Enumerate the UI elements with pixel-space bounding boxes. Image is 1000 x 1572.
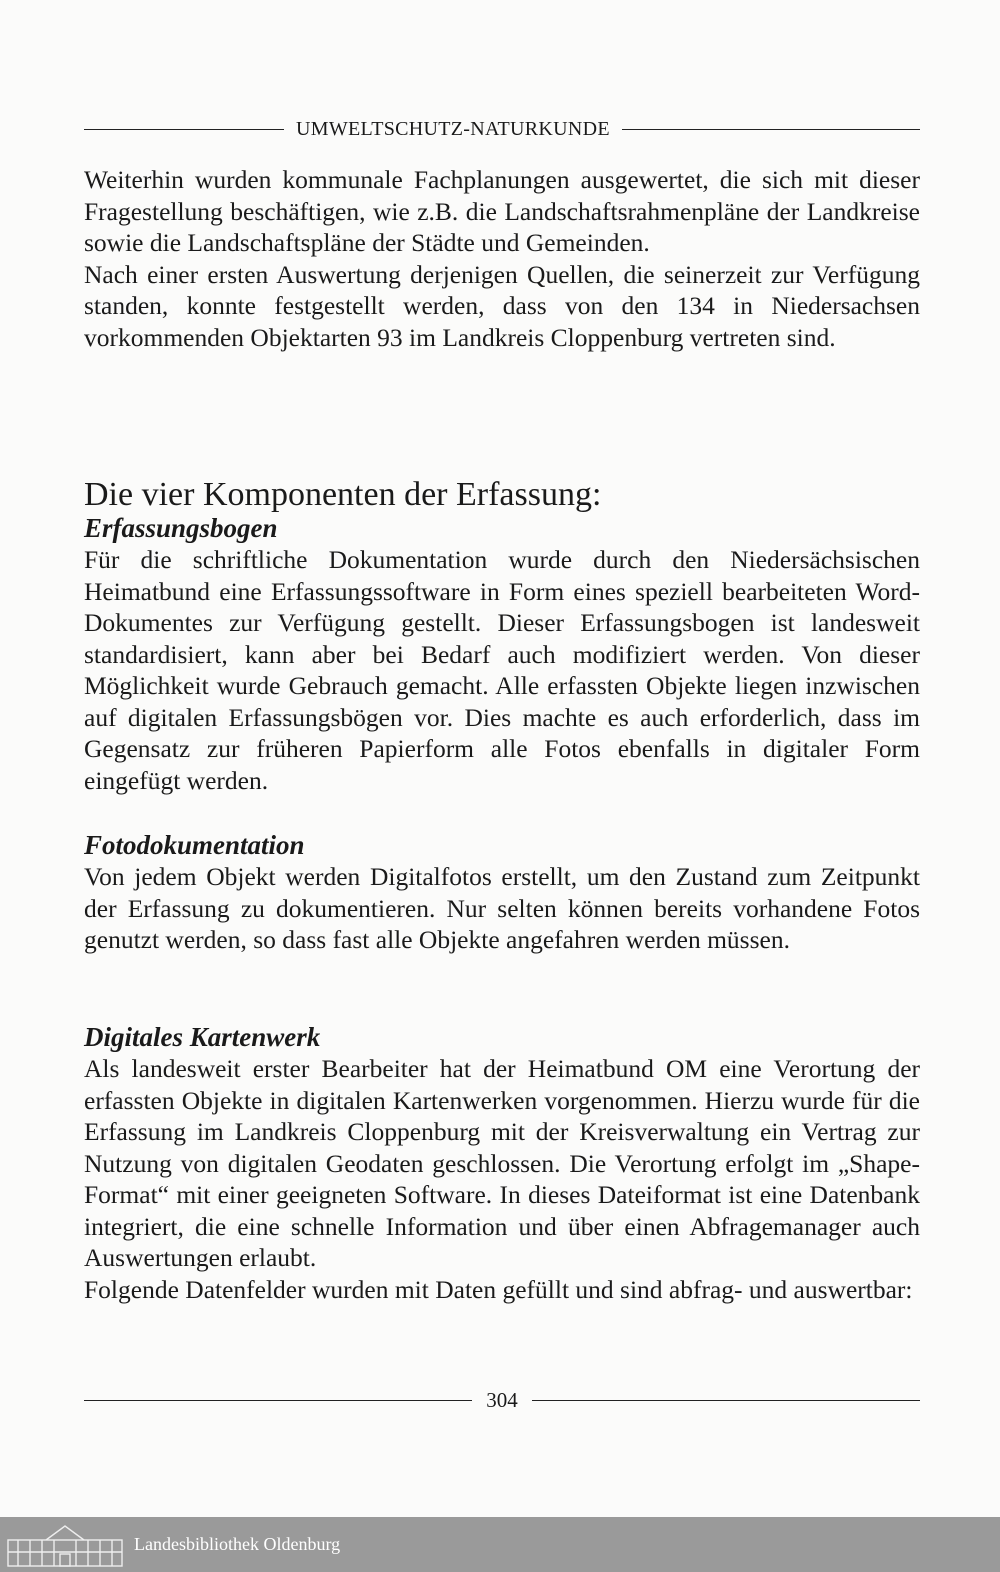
library-building-icon	[6, 1522, 124, 1568]
paragraph: Für die schriftliche Dokumentation wurde durch den Niedersächsischen Heimatbund eine Erfassungssoftware in Form eines speziell bearbeiteten Word-Dokumentes zur Verfügung gestellt. Dieser Erfassungsbogen ist landesweit standardisiert, kann aber bei Bedarf auch modifiziert werden. Von dieser Möglichkeit wurde Gebrauch gemacht. Alle erfassten Objekte liegen inzwischen auf digitalen Erfassungsbögen vor. Dies machte es auch erforderlich, dass im Gegensatz zur früheren Papierform alle Fotos ebenfalls in digitaler Form eingefügt werden.	[84, 545, 920, 795]
page-footer	[84, 1385, 920, 1415]
page-number: 304	[486, 1387, 518, 1412]
section-text	[84, 1053, 920, 1305]
section-erfassungsbogen	[84, 512, 920, 796]
section-fotodokumentation	[84, 829, 920, 956]
running-title: UMWELTSCHUTZ-NATURKUNDE	[296, 117, 610, 140]
subhead-digitales-kartenwerk: Digitales Kartenwerk	[84, 1022, 321, 1052]
intro-paragraph-1: Weiterhin wurden kommunale Fachplanungen ausgewertet, die sich mit dieser Fragestellung beschäftigen, wie z.B. die Landschaftsrahmenpläne der Landkreise sowie die Landschaftspläne der Städte und Gemeinden.	[84, 165, 920, 257]
header-rule-right	[622, 129, 920, 130]
library-bar	[0, 1517, 1000, 1572]
footer-rule-right	[532, 1400, 920, 1401]
subhead-fotodokumentation: Fotodokumentation	[84, 830, 305, 860]
header-rule-left	[84, 129, 284, 130]
section-text	[84, 544, 920, 796]
footer-rule-left	[84, 1400, 472, 1401]
paragraph: Von jedem Objekt werden Digitalfotos erstellt, um den Zustand zum Zeitpunkt der Erfassung zu dokumentieren. Nur selten können bereits vorhandene Fotos genutzt werden, so dass fast alle Objekte angefahren werden müssen.	[84, 862, 920, 954]
intro-text	[84, 164, 920, 353]
section-text	[84, 861, 920, 956]
intro-paragraph-2: Nach einer ersten Auswertung derjenigen Quellen, die seinerzeit zur Verfügung standen, konnte festgestellt werden, dass von den 134 in Niedersachsen vorkommenden Objektarten 93 im Landkreis Cloppenburg vertreten sind.	[84, 259, 920, 352]
section-heading: Die vier Komponenten der Erfassung:	[84, 476, 602, 513]
library-name: Landesbibliothek Oldenburg	[134, 1534, 341, 1554]
paragraph: Als landesweit erster Bearbeiter hat der Heimatbund OM eine Verortung der erfassten Objekte in digitalen Kartenwerken vorgenommen. Hierzu wurde für die Erfassung im Landkreis Cloppenburg mit der Kreisverwaltung ein Vertrag zur Nutzung von digitalen Geodaten geschlossen. Die Verortung erfolgt im „Shape-Format“ mit einer geeigneten Software. In dieses Dateiformat ist eine Datenbank integriert, die eine schnelle Information und über einen Abfragemanager auch Auswertungen erlaubt.	[84, 1054, 920, 1272]
paragraph: Folgende Datenfelder wurden mit Daten gefüllt und sind abfrag- und auswertbar:	[84, 1274, 913, 1304]
running-head	[84, 114, 920, 144]
section-digitales-kartenwerk	[84, 1021, 920, 1305]
subhead-erfassungsbogen: Erfassungsbogen	[84, 513, 278, 543]
